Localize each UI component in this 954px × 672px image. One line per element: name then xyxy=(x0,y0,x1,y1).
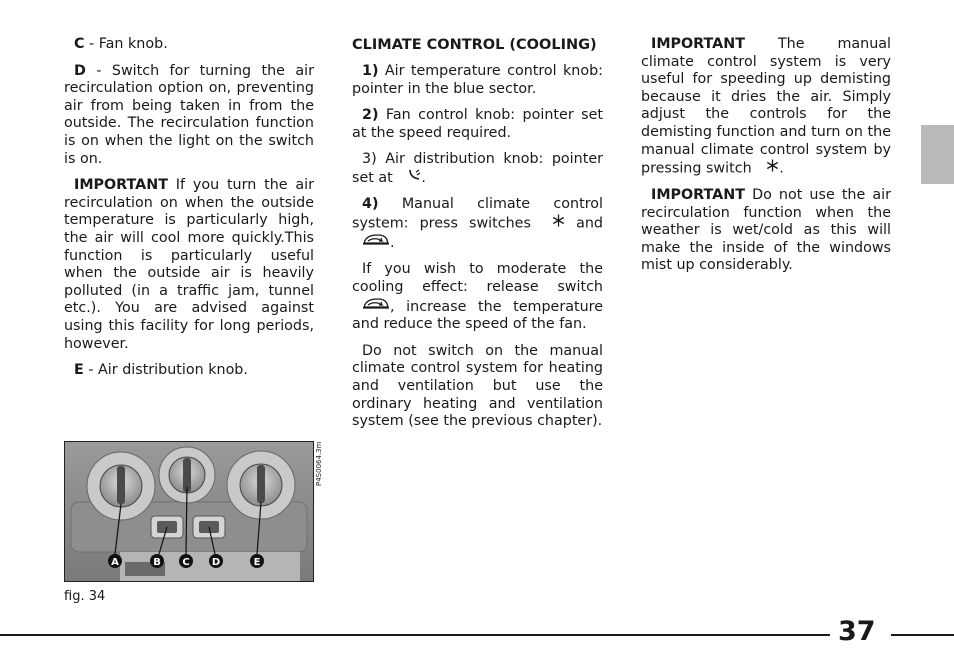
step-4-text: Manual climate control system: press switches xyxy=(352,196,603,232)
column-left xyxy=(64,36,314,389)
air-recirculation-icon xyxy=(352,233,390,253)
step-2 xyxy=(352,107,603,142)
snowflake-icon xyxy=(756,159,779,178)
paragraph-d xyxy=(64,63,314,169)
moderate-text-a: If you wish to moderate the cooling effect: release switch xyxy=(352,261,603,296)
chapter-tab xyxy=(921,125,954,184)
knob-left xyxy=(87,452,155,520)
paragraph-e xyxy=(64,362,314,380)
figure-label-c: C xyxy=(182,557,190,568)
page-number: 37 xyxy=(838,616,876,647)
text-c: - Fan knob. xyxy=(84,36,168,52)
air-recirculation-icon xyxy=(352,297,390,317)
column-right xyxy=(641,36,891,284)
footer-rule-left xyxy=(0,634,830,636)
step-2-text: Fan control knob: pointer set at the speed required. xyxy=(352,107,603,141)
step-1-text: Air temperature control knob: pointer in the blue sector. xyxy=(352,63,603,97)
column-middle xyxy=(352,36,603,440)
step-4-number: 4) xyxy=(362,196,379,213)
text-d: - Switch for turning the air recirculation option on, preventing air from being taken in from the outside. The recirculation function is on when the light on the switch is on. xyxy=(64,62,314,167)
label-d: D xyxy=(74,62,86,79)
step-2-number: 2) xyxy=(362,107,379,124)
step-4-and: and xyxy=(576,215,603,232)
section-heading: CLIMATE CONTROL (COOLING) xyxy=(352,37,597,53)
step-3-end: . xyxy=(421,169,426,186)
dashboard-illustration xyxy=(65,442,313,581)
important-demisting-text: The manual climate control system is very useful for speeding up demisting because it dries the air. Simply adjust the controls for the demisting function and turn on the manual climate control system by pressing switch xyxy=(641,36,891,177)
step-4-end: . xyxy=(390,234,395,251)
paragraph-important-demisting xyxy=(641,36,891,178)
climate-control-photo xyxy=(64,441,314,582)
important-label: IMPORTANT xyxy=(74,177,168,194)
step-3 xyxy=(352,151,603,187)
step-1-number: 1) xyxy=(362,63,379,79)
paragraph-important-wet-weather xyxy=(641,187,891,275)
important-label: IMPORTANT xyxy=(651,36,745,52)
step-4 xyxy=(352,196,603,252)
important-wet-text: Do not use the air recirculation function when the weather is wet/cold as this will make the inside of the windows mist up considerably. xyxy=(641,187,891,274)
important-demisting-end: . xyxy=(779,160,784,177)
do-not-heat-text: Do not switch on the manual climate control system for heating and ventilation but use the ordinary heating and ventilation system (see the previous chapter). xyxy=(352,342,603,430)
step-1 xyxy=(352,63,603,98)
figure-label-a: A xyxy=(111,557,119,568)
snowflake-icon xyxy=(542,214,565,233)
label-c: C xyxy=(74,36,85,52)
figure-label-e: E xyxy=(253,557,261,568)
important-text: If you turn the air recirculation on when the outside temperature is particularly high, the air will cool more quickly.This function is particularly useful when the outside air is heavily polluted (in a traffic jam, tunnel etc.). You are advised against using this facility for long periods, however. xyxy=(64,177,314,352)
figure-code: P4S0064.3m xyxy=(315,441,323,486)
figure-caption: fig. 34 xyxy=(64,589,106,604)
important-label: IMPORTANT xyxy=(651,187,745,204)
moderate-text-b: , increase the temperature and reduce the speed of the fan. xyxy=(352,298,603,333)
feet-vent-icon xyxy=(397,169,421,187)
paragraph-moderate-cooling xyxy=(352,261,603,333)
paragraph-do-not-heat xyxy=(352,343,603,431)
step-3-text: 3) Air distribution knob: pointer set at xyxy=(352,151,603,186)
text-e: - Air distribution knob. xyxy=(83,362,248,379)
figure-label-d: D xyxy=(211,557,221,568)
footer-rule-right xyxy=(891,634,954,636)
figure-label-b: B xyxy=(153,557,161,568)
label-e: E xyxy=(74,362,84,379)
paragraph-important-recirculation xyxy=(64,177,314,353)
paragraph-c xyxy=(64,36,314,54)
